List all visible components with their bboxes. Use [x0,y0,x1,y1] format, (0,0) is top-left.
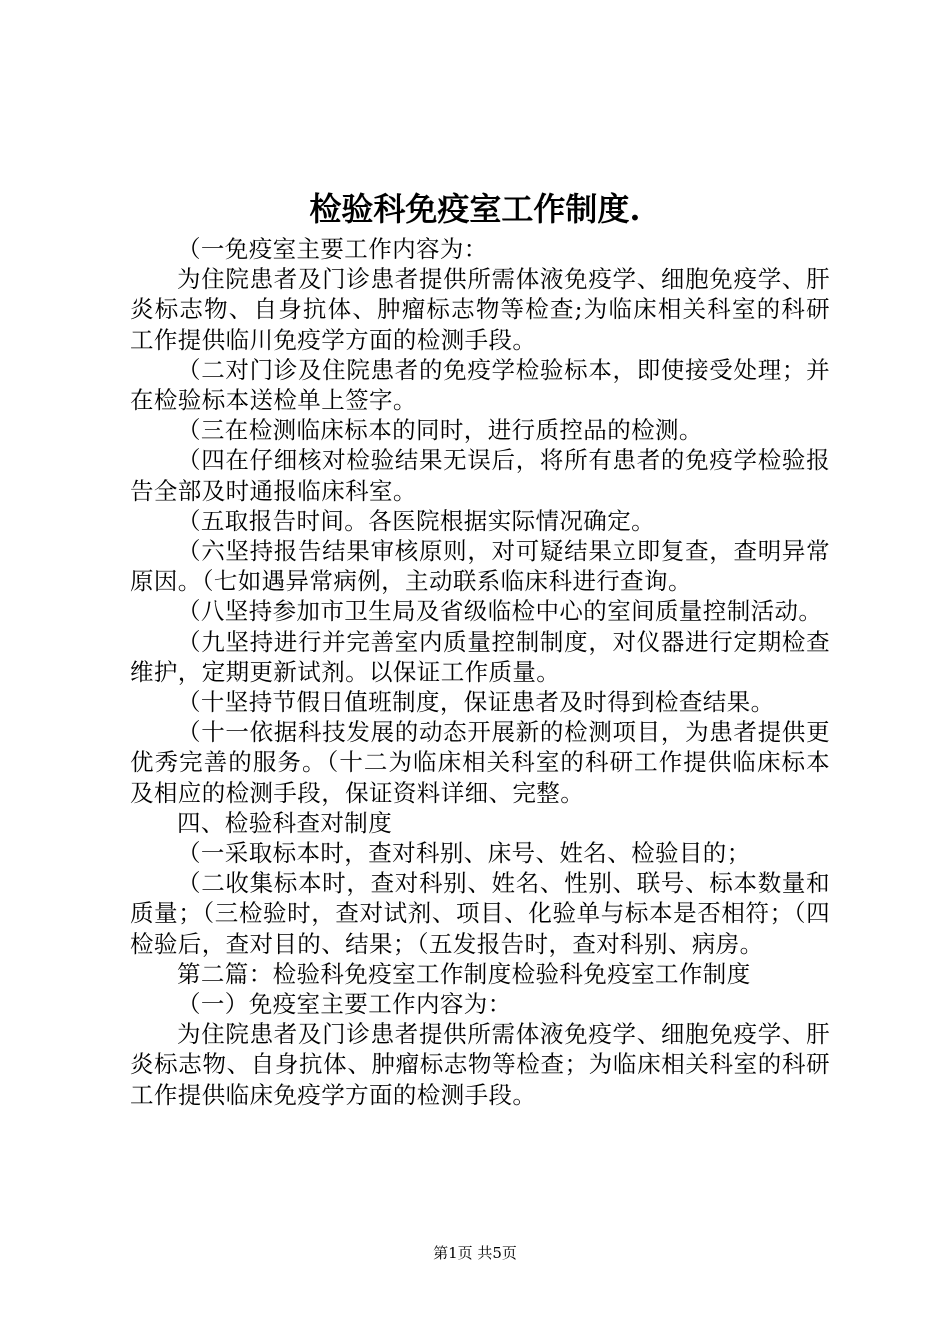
paragraph-17: 为住院患者及门诊患者提供所需体液免疫学、细胞免疫学、肝炎标志物、自身抗体、肿瘤标志物等检查；为临床相关科室的科研工作提供临床免疫学方面的检测手段。 [130,1020,830,1109]
section-heading: 四、检验科查对制度 [177,808,393,837]
paragraph-1: （一免疫室主要工作内容为： [177,235,488,263]
paragraph-16: （一）免疫室主要工作内容为： [177,990,512,1019]
paragraph-3: （二对门诊及住院患者的免疫学检验标本，即使接受处理；并在检验标本送检单上签字。 [130,355,830,415]
paragraph-14: （二收集标本时，查对科别、姓名、性别、联号、标本数量和质量；（三检验时，查对试剂、项目、化验单与标本是否相符；（四检验后，查对目的、结果；（五发报告时，查对科别、病房。 [130,869,830,958]
part-two-heading: 第二篇：检验科免疫室工作制度检验科免疫室工作制度 [177,959,751,988]
page-footer: 第1页 共5页 [433,1244,517,1262]
document-body [130,234,830,1110]
paragraph-7: （六坚持报告结果审核原则，对可疑结果立即复查，查明异常原因。（七如遇异常病例，主动联系临床科进行查询。 [130,537,830,596]
paragraph-13: （一采取标本时，查对科别、床号、姓名、检验目的； [177,839,751,868]
paragraph-9: （九坚持进行并完善室内质量控制制度，对仪器进行定期检查维护，定期更新试剂。以保证工作质量。 [130,627,830,686]
paragraph-4: （三在检测临床标本的同时，进行质控品的检测。 [177,416,703,445]
paragraph-5: （四在仔细核对检验结果无误后，将所有患者的免疫学检验报告全部及时通报临床科室。 [130,446,830,505]
paragraph-6: （五取报告时间。各医院根据实际情况确定。 [177,506,655,535]
document-title: 检验科免疫室工作制度. [309,190,641,228]
paragraph-10: （十坚持节假日值班制度，保证患者及时得到检查结果。 [177,688,775,717]
paragraph-11: （十一依据科技发展的动态开展新的检测项目，为患者提供更优秀完善的服务。（十二为临床相关科室的科研工作提供临床标本及相应的检测手段，保证资料详细、完整。 [130,718,830,807]
paragraph-8: （八坚持参加市卫生局及省级临检中心的室间质量控制活动。 [177,597,823,626]
paragraph-2: 为住院患者及门诊患者提供所需体液免疫学、细胞免疫学、肝炎标志物、自身抗体、肿瘤标志物等检查;为临床相关科室的科研工作提供临川免疫学方面的检测手段。 [130,265,830,354]
